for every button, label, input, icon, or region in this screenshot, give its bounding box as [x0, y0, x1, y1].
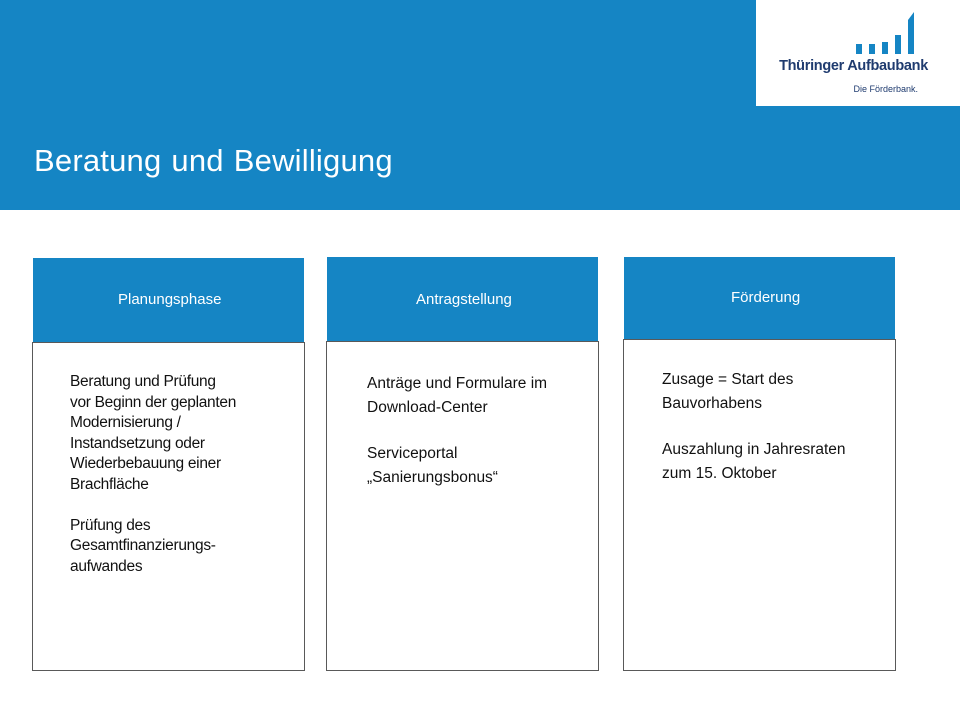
column-heading-label: Planungsphase	[118, 291, 222, 308]
logo-name: Thüringer Aufbaubank	[779, 58, 928, 74]
page-title-word: und	[171, 143, 224, 178]
column-paragraph: Auszahlung in Jahresraten zum 15. Oktober	[662, 441, 846, 482]
column-heading-foerderung	[624, 257, 895, 339]
column-heading-label: Antragstellung	[416, 291, 512, 308]
column-paragraph: Serviceportal „Sanierungsbonus“	[367, 445, 498, 486]
page-title-word: Bewilligung	[233, 143, 393, 178]
column-paragraph: Prüfung des Gesamtfinanzierungs- aufwandes	[70, 516, 216, 575]
column-paragraph: Beratung und Prüfung vor Beginn der geplanten Modernisierung / Instandsetzung oder Wiederbebauung einer Brachfläche	[70, 373, 237, 493]
rising-bars-logo-icon	[854, 8, 918, 60]
column-heading-planungsphase	[33, 258, 304, 342]
column-text-foerderung	[662, 368, 894, 485]
logo-tagline: Die Förderbank.	[853, 84, 918, 94]
column-paragraph: Anträge und Formulare im Download-Center	[367, 375, 548, 416]
page-title-word: Beratung	[34, 143, 162, 178]
column-paragraph: Zusage = Start des Bauvorhabens	[662, 371, 794, 412]
column-heading-label: Förderung	[731, 289, 801, 306]
page-title	[34, 143, 393, 179]
column-text-antragstellung	[367, 372, 595, 489]
column-text-planungsphase	[70, 372, 302, 577]
column-heading-antragstellung	[327, 257, 598, 341]
